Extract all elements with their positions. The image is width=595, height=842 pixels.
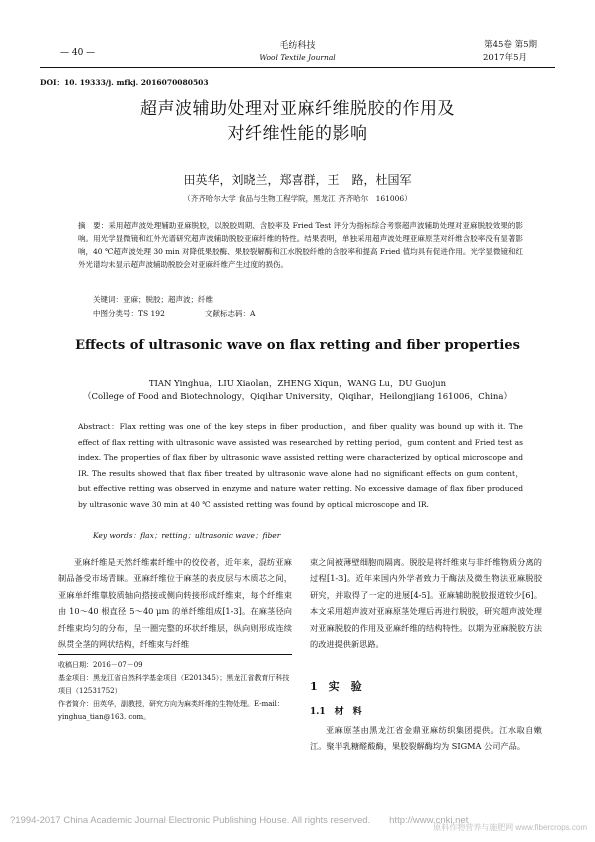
document-code: 文献标志码：A xyxy=(205,309,256,318)
keywords-en: Key words：flax；retting；ultrasonic wave；fiber xyxy=(93,531,281,540)
section-1-1-heading: 1.1 材 料 xyxy=(310,707,362,717)
body-right-column: 束之间被薄壁细胞而隔离。脱胶是将纤维束与非纤维物质分离的过程[1-3]。近年来国内外学者致力于酶法及微生物法亚麻脱胶研究，并取得了一定的进展[4-5]。亚麻辅助脱胶报道较少[6]。本文采用超声波对亚麻原茎处理后再进行脱胶，研究超声波处理对亚麻脱胶的作用及亚麻纤维的结构特性。以期为亚麻脱胶方法的改进提供新思路。 xyxy=(310,557,542,650)
footnote-received: 收稿日期：2016－07－09 xyxy=(58,661,143,669)
journal-name-cn: 毛纺科技 xyxy=(279,41,316,51)
title-cn xyxy=(40,97,555,147)
title-cn-line2: 对纤维性能的影响 xyxy=(227,124,368,144)
watermark: 原料作物营养与施肥网 www.fibercrops.com xyxy=(433,823,587,832)
journal-name-en: Wool Textile Journal xyxy=(259,53,336,62)
footnote-fund: 基金项目：黑龙江省自然科学基金项目（E201345）；黑龙江省教育厅科技项目（12531752） xyxy=(58,674,290,695)
body-left-column: 亚麻纤维是天然纤维素纤维中的佼佼者，近年来，混纺亚麻制品备受市场青睐。亚麻纤维位于麻茎的表皮层与木质芯之间，亚麻单纤维靠胶质轴向搭接或侧向转接形成纤维束，每个纤维束由 10～40 根直径 5～40 μm 的单纤维组成[1-3]。在麻茎径向纤维束均匀的分布，呈一圈完整的环状纤维层，纵向则形成连续纵贯全茎的网状结构，纤维束与纤维 xyxy=(58,557,292,650)
header-rule xyxy=(40,67,555,68)
keywords-cn: 关键词：亚麻；脱胶；超声波；纤维 xyxy=(93,295,213,304)
abstract-cn: 摘 要：采用超声波处理辅助亚麻脱胶，以脱胶周期、含胶率及 Fried Test 评分为指标综合考察超声波辅助处理对亚麻脱胶效果的影响。用光学显微镜和红外光谱研究超声波辅助脱胶亚麻纤维的特性。结果表明，单独采用超声波处理亚麻原茎对纤维含胶率没有显著影响，40 ℃超声波处理 30 min 对降低果胶酶、果胶裂解酶和江水脱胶纤维的含胶率和提高 Fried 值均具有促进作用。光学显微镜和红外光谱均未显示超声波辅助脱胶会对亚麻纤维产生过度的损伤。 xyxy=(78,221,523,269)
volume-issue: 第45卷 第5期 xyxy=(484,40,537,50)
abstract-en: Abstract：Flax retting was one of the key steps in fiber production，and fiber quality was bound up with it. The effect of flax retting with ultrasonic wave assisted was researched by retting period，gum content and Fried test as index. The properties of flax fiber by ultrasonic wave assisted retting were characterized by optical microscope and IR. The results showed that flax fiber treated by ultrasonic wave alone had no significant effects on gum content，but effective retting was observed in enzyme and nature water retting. No excessive damage of flax fiber produced by ultrasonic wave 30 min at 40 ℃ assisted retting was found by optical microscope and IR. xyxy=(78,422,523,509)
affiliation-cn: （齐齐哈尔大学 食品与生物工程学院，黑龙江 齐齐哈尔 161006） xyxy=(183,194,412,203)
copyright-footer: ?1994-2017 China Academic Journal Electronic Publishing House. All rights reserved. http://www.cnki.net xyxy=(10,815,469,826)
affiliation-en: （College of Food and Biotechnology，Qiqihar University，Qiqihar，Heilongjiang 161006，China） xyxy=(83,392,512,402)
page-number: — 40 — xyxy=(60,48,96,58)
footnote-rule xyxy=(58,654,292,655)
issue-date: 2017年5月 xyxy=(482,53,527,63)
title-en: Effects of ultrasonic wave on flax retting and fiber properties xyxy=(75,338,520,353)
footnote xyxy=(58,659,292,724)
section-1-1-text: 亚麻原茎由黑龙江省金鼎亚麻纺织集团提供。江水取自嫩江。聚半乳糖醛酸酶，果胶裂解酶均为 SIGMA 公司产品。 xyxy=(310,725,542,752)
authors-cn: 田英华，刘晓兰，郑喜群，王 路，杜国军 xyxy=(183,173,412,187)
clc-number: 中图分类号：TS 192 xyxy=(93,309,165,318)
title-cn-line1: 超声波辅助处理对亚麻纤维脱胶的作用及 xyxy=(140,99,455,119)
doi: DOI：10. 19333/j. mfkj. 2016070080503 xyxy=(40,78,209,87)
authors-en: TIAN Yinghua，LIU Xiaolan，ZHENG Xiqun，WANG Lu，DU Guojun xyxy=(148,379,447,389)
section-1-heading: 1 实 验 xyxy=(310,680,362,693)
footnote-author: 作者简介：田英华，副教授，研究方向为麻类纤维的生物处理。E-mail：yinghua_tian@163. com。 xyxy=(58,700,284,721)
